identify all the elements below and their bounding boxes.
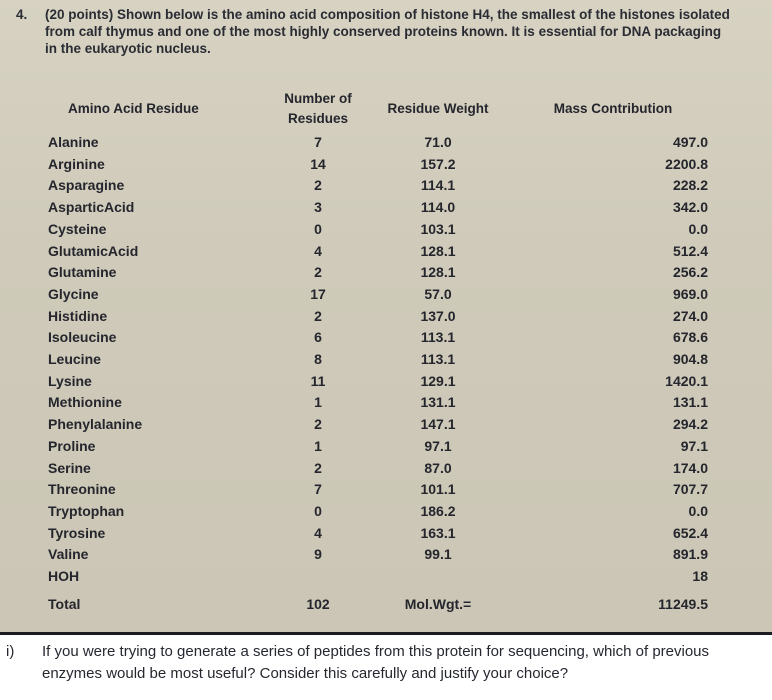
- table-row: [48, 349, 718, 371]
- cell-count: 1: [314, 437, 322, 454]
- cell-mass: 904.8: [672, 351, 708, 368]
- cell-residue: Isoleucine: [48, 329, 117, 346]
- cell-count: 14: [310, 155, 326, 172]
- cell-weight: 71.0: [424, 134, 452, 150]
- cell-mass: 228.2: [672, 177, 708, 194]
- total-weight-label: Mol.Wgt.=: [404, 595, 472, 612]
- cell-weight: 147.1: [420, 416, 456, 433]
- table-row: [48, 479, 718, 501]
- cell-count: 17: [310, 285, 326, 302]
- cell-count: 0: [314, 220, 322, 237]
- cell-count: 8: [314, 351, 322, 368]
- table-row: [48, 219, 718, 241]
- cell-mass: 512.4: [672, 242, 708, 259]
- cell-count: 2: [314, 307, 322, 324]
- table-row: [48, 566, 718, 588]
- cell-count: 2: [314, 264, 322, 281]
- cell-mass: 97.1: [680, 437, 708, 454]
- table-row: [48, 154, 718, 176]
- cell-count: 11: [310, 372, 326, 389]
- table-row: [48, 371, 718, 393]
- cell-weight: 114.1: [420, 177, 456, 194]
- cell-weight: 129.1: [420, 372, 456, 389]
- cell-count: 0: [314, 502, 322, 519]
- table-row: [48, 241, 718, 263]
- cell-weight: 137.0: [420, 307, 456, 324]
- cell-mass: 0.0: [688, 220, 708, 237]
- cell-weight: 113.1: [420, 329, 456, 346]
- total-count: 102: [306, 595, 330, 612]
- table-row: [48, 436, 718, 458]
- cell-mass: 174.0: [672, 459, 708, 476]
- cell-mass: 678.6: [672, 329, 708, 346]
- table-row: [48, 392, 718, 414]
- followup-label: i): [6, 643, 15, 660]
- cell-count: 3: [314, 199, 322, 216]
- table-row: [48, 262, 718, 284]
- cell-residue: Phenylalanine: [48, 416, 143, 433]
- cell-weight: 128.1: [420, 242, 456, 259]
- header-count: Number of Residues: [284, 91, 352, 126]
- table-row: [48, 327, 718, 349]
- table-row: [48, 458, 718, 480]
- cell-residue: Cysteine: [48, 220, 107, 237]
- cell-count: 2: [314, 459, 322, 476]
- cell-weight: 114.0: [420, 199, 456, 216]
- cell-mass: 652.4: [672, 524, 708, 541]
- header-mass: Mass Contribution: [553, 101, 673, 116]
- header-weight: Residue Weight: [387, 101, 489, 116]
- cell-residue: Methionine: [48, 394, 122, 411]
- cell-mass: 274.0: [672, 307, 708, 324]
- cell-residue: Threonine: [48, 481, 116, 498]
- cell-weight: 97.1: [424, 437, 452, 454]
- table-row: [48, 523, 718, 545]
- table-row: [48, 175, 718, 197]
- cell-weight: 131.1: [420, 394, 456, 411]
- cell-mass: 969.0: [672, 285, 708, 302]
- cell-residue: Lysine: [48, 372, 92, 389]
- cell-weight: 101.1: [420, 481, 456, 498]
- cell-count: 6: [314, 329, 322, 346]
- cell-weight: 186.2: [420, 502, 456, 519]
- followup-question: [0, 635, 772, 700]
- cell-residue: Glycine: [48, 285, 99, 302]
- cell-residue: Arginine: [48, 155, 105, 172]
- cell-residue: Proline: [48, 437, 96, 454]
- question-number: 4.: [16, 7, 28, 22]
- cell-residue: Leucine: [48, 351, 101, 368]
- cell-residue: HOH: [48, 568, 80, 585]
- cell-count: [278, 566, 358, 588]
- total-row: [48, 588, 718, 618]
- cell-weight: 57.0: [424, 285, 452, 302]
- table-row: [48, 306, 718, 328]
- cell-weight: 157.2: [420, 155, 456, 172]
- question-text: (20 points) Shown below is the amino acid composition of histone H4, the smallest of the histones isolated from calf thymus and one of the most highly conserved proteins known. It is essential for DNA packaging in the eukaryotic nucleus.: [45, 7, 730, 56]
- cell-mass: 342.0: [672, 199, 708, 216]
- cell-mass: 18: [692, 568, 708, 585]
- cell-weight: [358, 566, 518, 588]
- table-row: [48, 132, 718, 154]
- cell-mass: 294.2: [672, 416, 708, 433]
- cell-mass: 2200.8: [665, 155, 708, 172]
- cell-count: 2: [314, 177, 322, 194]
- table-row: [48, 284, 718, 306]
- cell-weight: 113.1: [420, 351, 456, 368]
- cell-count: 7: [314, 481, 322, 498]
- question-block: [16, 6, 736, 57]
- cell-weight: 87.0: [424, 459, 452, 476]
- table-row: [48, 501, 718, 523]
- header-residue: Amino Acid Residue: [68, 101, 199, 116]
- cell-residue: Serine: [48, 459, 91, 476]
- cell-count: 4: [314, 242, 322, 259]
- cell-count: 4: [314, 524, 322, 541]
- table-body: [48, 132, 718, 588]
- cell-count: 1: [314, 394, 322, 411]
- cell-mass: 0.0: [688, 502, 708, 519]
- cell-mass: 707.7: [672, 481, 708, 498]
- cell-residue: Tyrosine: [48, 524, 106, 541]
- amino-acid-table: [48, 86, 718, 618]
- cell-weight: 163.1: [420, 524, 456, 541]
- cell-count: 2: [314, 416, 322, 433]
- total-label: Total: [48, 595, 81, 612]
- cell-residue: Asparagine: [48, 177, 125, 194]
- cell-residue: Alanine: [48, 134, 99, 150]
- cell-weight: 103.1: [420, 220, 456, 237]
- cell-weight: 128.1: [420, 264, 456, 281]
- cell-residue: Histidine: [48, 307, 108, 324]
- cell-residue: Glutamine: [48, 264, 117, 281]
- cell-residue: AsparticAcid: [48, 199, 135, 216]
- cell-count: 7: [314, 134, 322, 150]
- table-header-row: [48, 86, 718, 132]
- table-row: [48, 414, 718, 436]
- cell-mass: 131.1: [672, 394, 708, 411]
- cell-residue: GlutamicAcid: [48, 242, 139, 259]
- cell-residue: Valine: [48, 546, 89, 563]
- cell-mass: 891.9: [672, 546, 708, 563]
- table-row: [48, 544, 718, 566]
- followup-text: If you were trying to generate a series of peptides from this protein for sequencing, which of previous enzymes would be most useful? Consider this carefully and justify your choice?: [42, 643, 710, 682]
- total-mass: 11249.5: [658, 595, 708, 612]
- cell-residue: Tryptophan: [48, 502, 125, 519]
- cell-mass: 1420.1: [665, 372, 708, 389]
- cell-mass: 497.0: [672, 134, 708, 150]
- cell-weight: 99.1: [424, 546, 452, 563]
- cell-mass: 256.2: [672, 264, 708, 281]
- table-row: [48, 197, 718, 219]
- cell-count: 9: [314, 546, 322, 563]
